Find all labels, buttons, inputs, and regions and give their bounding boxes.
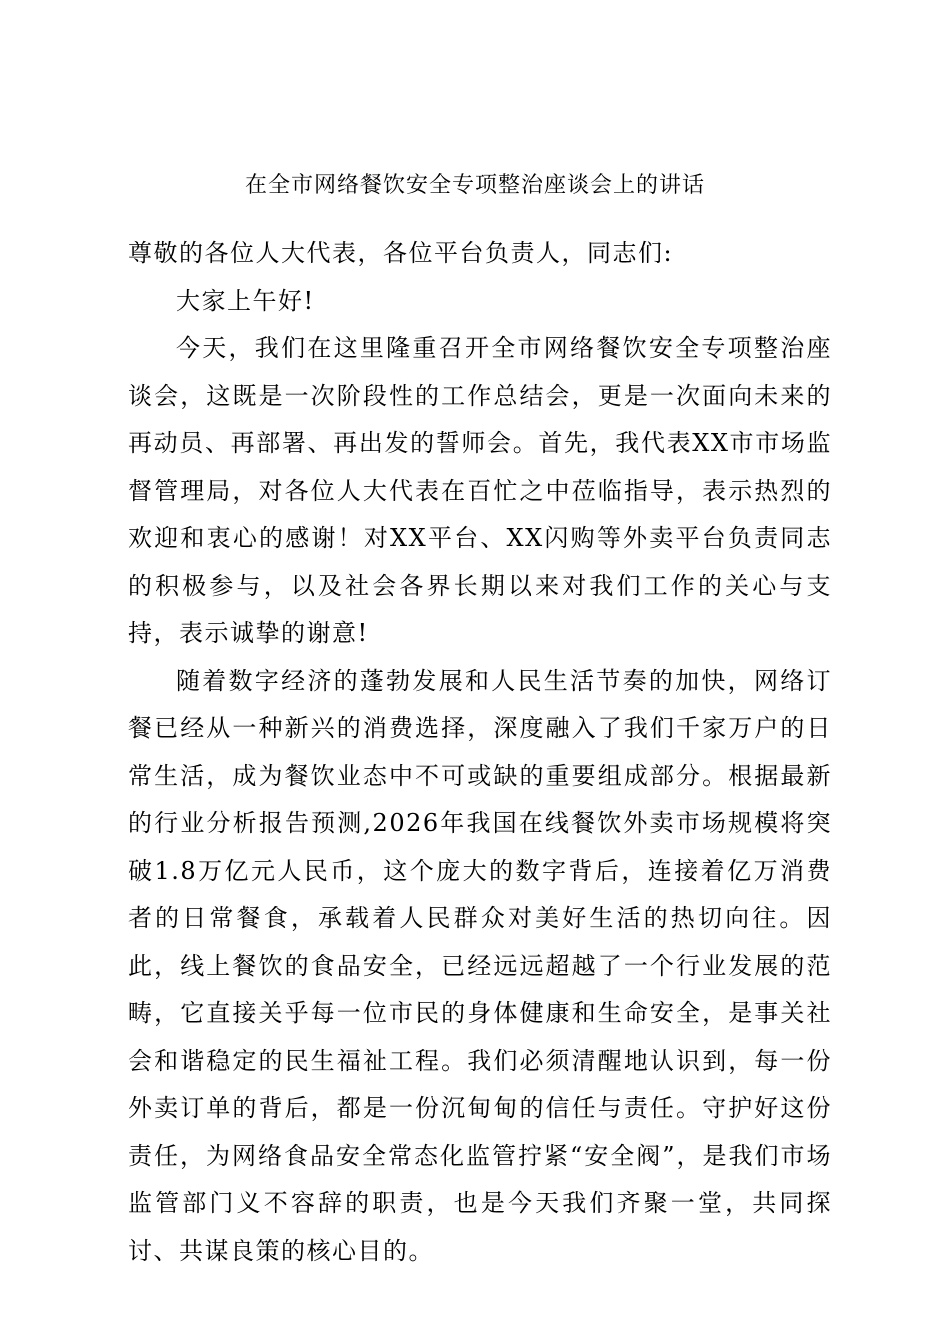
paragraph-opening: 今天，我们在这里隆重召开全市网络餐饮安全专项整治座谈会，这既是一次阶段性的工作总结会，更是一次面向未来的再动员、再部署、再出发的誓师会。首先，我代表XX市市场监督管理局，对各位人大代表在百忙之中莅临指导，表示热烈的欢迎和衷心的感谢！对XX平台、XX闪购等外卖平台负责同志的积极参与，以及社会各界长期以来对我们工作的关心与支持，表示诚挚的谢意! [128,334,832,647]
paragraph-background: 随着数字经济的蓬勃发展和人民生活节奏的加快，网络订餐已经从一种新兴的消费选择，深度融入了我们千家万户的日常生活，成为餐饮业态中不可或缺的重要组成部分。根据最新的行业分析报告预测,2026年我国在线餐饮外卖市场规模将突破1.8万亿元人民币，这个庞大的数字背后，连接着亿万消费者的日常餐食，承载着人民群众对美好生活的热切向往。因此，线上餐饮的食品安全，已经远远超越了一个行业发展的范畴，它直接关乎每一位市民的身体健康和生命安全，是事关社会和谐稳定的民生福祉工程。我们必须清醒地认识到，每一份外卖订单的背后，都是一份沉甸甸的信任与责任。守护好这份责任，为网络食品安全常态化监管拧紧“安全阀”，是我们市场监管部门义不容辞的职责，也是今天我们齐聚一堂，共同探讨、共谋良策的核心目的。 [128,666,832,1265]
document-body [128,230,832,1275]
greeting: 大家上午好! [176,286,315,315]
document-title: 在全市网络餐饮安全专项整治座谈会上的讲话 [244,173,705,198]
salutation: 尊敬的各位人大代表，各位平台负责人，同志们: [128,239,674,267]
